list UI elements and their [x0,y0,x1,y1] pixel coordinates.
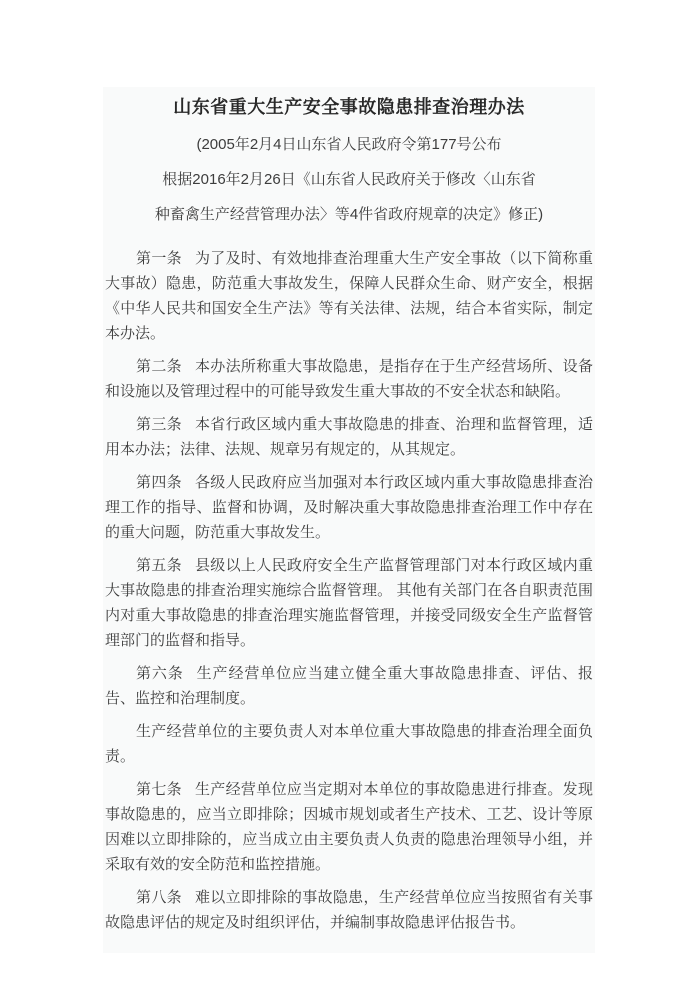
article-label: 第七条 [136,781,182,798]
article-paragraph-4 [105,470,593,545]
article-text: 生产经营单位应当建立健全重大事故隐患排查、评估、报告、监控和治理制度。 [105,665,593,707]
article-paragraph-5 [105,553,593,653]
article-text: 县级以上人民政府安全生产监督管理部门对本行政区域内重大事故隐患的排查治理实施综合监督管理。 其他有关部门在各自职责范围内对重大事故隐患的排查治理实施监督管理，并接受同级安全生产监督管理部门的监督和指导。 [105,557,593,649]
article-label: 第一条 [136,250,182,267]
article-label: 第八条 [136,889,182,906]
article-paragraph-7 [105,777,593,877]
article-paragraph-3 [105,412,593,462]
preamble-line: 种畜禽生产经营管理办法〉等4件省政府规章的决定》修正) [154,206,544,223]
article-paragraph-6-continued [105,719,593,769]
article-paragraph-2 [105,354,593,404]
article-paragraph-6 [105,661,593,711]
article-paragraph-8 [105,885,593,935]
article-text: 本省行政区域内重大事故隐患的排查、治理和监督管理，适用本办法；法律、法规、规章另有规定的，从其规定。 [105,416,593,458]
article-label: 第四条 [136,474,182,491]
preamble-line: 根据2016年2月26日《山东省人民政府关于修改〈山东省 [162,171,536,188]
article-text: 难以立即排除的事故隐患，生产经营单位应当按照省有关事故隐患评估的规定及时组织评估，并编制事故隐患评估报告书。 [105,889,593,931]
article-label: 第六条 [136,665,184,682]
document-body [105,246,593,935]
article-label: 第三条 [136,416,182,433]
article-label: 第二条 [136,358,182,375]
document-card [103,87,595,953]
article-text: 生产经营单位应当定期对本单位的事故隐患进行排查。发现事故隐患的，应当立即排除；因城市规划或者生产技术、工艺、设计等原因难以立即排除的，应当成立由主要负责人负责的隐患治理领导小组，并采取有效的安全防范和监控措施。 [105,781,593,873]
article-text: 本办法所称重大事故隐患，是指存在于生产经营场所、设备和设施以及管理过程中的可能导致发生重大事故的不安全状态和缺陷。 [105,358,593,400]
article-text: 为了及时、有效地排查治理重大生产安全事故（以下简称重大事故）隐患，防范重大事故发生，保障人民群众生命、财产安全，根据《中华人民共和国安全生产法》等有关法律、法规，结合本省实际，制定本办法。 [105,250,593,342]
article-label: 第五条 [136,557,182,574]
article-text: 生产经营单位的主要负责人对本单位重大事故隐患的排查治理全面负责。 [105,723,593,765]
document-title: 山东省重大生产安全事故隐患排查治理办法 [173,97,525,117]
preamble-line: (2005年2月4日山东省人民政府令第177号公布 [196,136,502,153]
document-preamble [105,127,593,232]
article-paragraph-1 [105,246,593,346]
article-text: 各级人民政府应当加强对本行政区域内重大事故隐患排查治理工作的指导、监督和协调，及时解决重大事故隐患排查治理工作中存在的重大问题，防范重大事故发生。 [105,474,593,541]
